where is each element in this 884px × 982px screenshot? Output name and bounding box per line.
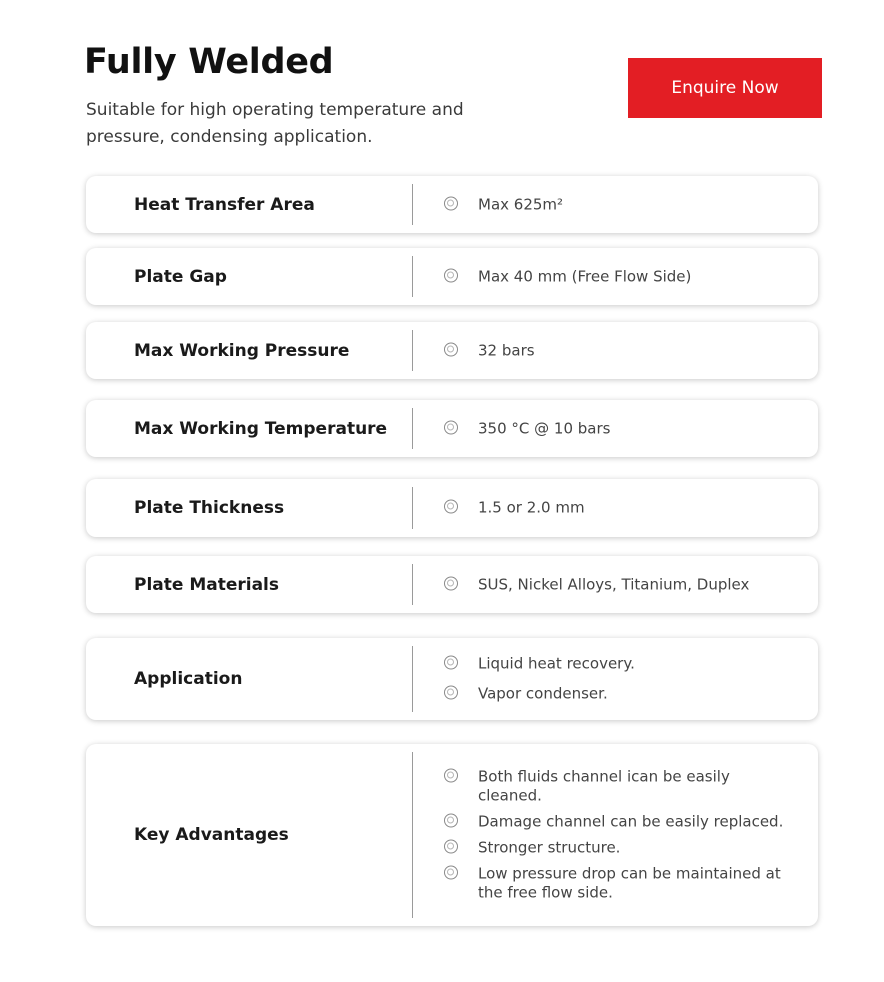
spec-card-plate-gap bbox=[86, 248, 818, 305]
spec-value-item bbox=[444, 839, 794, 858]
enquire-now-button[interactable]: Enquire Now bbox=[628, 58, 822, 118]
spec-label: Max Working Pressure bbox=[134, 340, 350, 361]
radio-circle-icon bbox=[444, 686, 458, 700]
radio-circle-icon bbox=[444, 769, 458, 783]
spec-value-text: 32 bars bbox=[478, 341, 535, 359]
spec-value-text: Max 625m² bbox=[478, 195, 564, 213]
spec-value-text: Liquid heat recovery. bbox=[478, 654, 635, 673]
spec-value-item bbox=[444, 768, 794, 806]
card-divider bbox=[412, 646, 413, 712]
page-title: Fully Welded bbox=[84, 42, 334, 82]
spec-value-item bbox=[444, 865, 794, 903]
card-divider bbox=[412, 330, 413, 371]
radio-circle-icon bbox=[444, 656, 458, 670]
spec-value-list bbox=[444, 267, 794, 286]
spec-card-heat-transfer-area bbox=[86, 176, 818, 233]
radio-circle-icon bbox=[444, 814, 458, 828]
spec-value-list bbox=[444, 655, 794, 704]
spec-card-plate-materials bbox=[86, 556, 818, 613]
spec-label: Application bbox=[134, 669, 243, 689]
spec-value-text: Max 40 mm (Free Flow Side) bbox=[478, 267, 692, 285]
spec-value-list bbox=[444, 575, 794, 594]
spec-value-list bbox=[444, 499, 794, 518]
card-divider bbox=[412, 564, 413, 605]
card-divider bbox=[412, 487, 413, 529]
spec-card-max-working-pressure bbox=[86, 322, 818, 379]
radio-circle-icon bbox=[444, 500, 458, 514]
spec-value-item bbox=[444, 575, 794, 594]
spec-value-list bbox=[444, 419, 794, 438]
spec-label: Plate Gap bbox=[134, 266, 227, 287]
spec-label: Plate Thickness bbox=[134, 498, 285, 518]
spec-value-item bbox=[444, 813, 794, 832]
spec-card-max-working-temperature bbox=[86, 400, 818, 457]
spec-value-text: SUS, Nickel Alloys, Titanium, Duplex bbox=[478, 575, 750, 593]
spec-value-text: Both fluids channel ican be easily cleaned. bbox=[478, 767, 730, 805]
radio-circle-icon bbox=[444, 196, 458, 210]
spec-value-item bbox=[444, 195, 794, 214]
card-divider bbox=[412, 752, 413, 918]
radio-circle-icon bbox=[444, 576, 458, 590]
spec-value-list bbox=[444, 341, 794, 360]
card-divider bbox=[412, 184, 413, 225]
spec-label: Plate Materials bbox=[134, 574, 280, 595]
spec-value-item bbox=[444, 419, 794, 438]
spec-label: Max Working Temperature bbox=[134, 418, 388, 439]
spec-value-text: Vapor condenser. bbox=[478, 684, 608, 703]
spec-value-item bbox=[444, 655, 794, 674]
spec-card-plate-thickness bbox=[86, 479, 818, 537]
spec-value-item bbox=[444, 685, 794, 704]
radio-circle-icon bbox=[444, 342, 458, 356]
spec-card-key-advantages bbox=[86, 744, 818, 926]
spec-value-text: Damage channel can be easily replaced. bbox=[478, 812, 784, 831]
radio-circle-icon bbox=[444, 420, 458, 434]
spec-value-text: Low pressure drop can be maintained at the free flow side. bbox=[478, 864, 781, 902]
spec-label: Key Advantages bbox=[134, 825, 289, 845]
spec-value-list bbox=[444, 768, 794, 903]
page-subtitle: Suitable for high operating temperature and pressure, condensing application. bbox=[86, 100, 464, 147]
spec-value-item bbox=[444, 499, 794, 518]
spec-label: Heat Transfer Area bbox=[134, 194, 315, 215]
spec-card-application bbox=[86, 638, 818, 720]
spec-value-list bbox=[444, 195, 794, 214]
radio-circle-icon bbox=[444, 268, 458, 282]
spec-value-item bbox=[444, 267, 794, 286]
card-divider bbox=[412, 256, 413, 297]
spec-value-text: 1.5 or 2.0 mm bbox=[478, 498, 585, 517]
card-divider bbox=[412, 408, 413, 449]
spec-value-text: 350 °C @ 10 bars bbox=[478, 419, 611, 437]
spec-value-text: Stronger structure. bbox=[478, 838, 621, 857]
radio-circle-icon bbox=[444, 866, 458, 880]
spec-value-item bbox=[444, 341, 794, 360]
radio-circle-icon bbox=[444, 840, 458, 854]
